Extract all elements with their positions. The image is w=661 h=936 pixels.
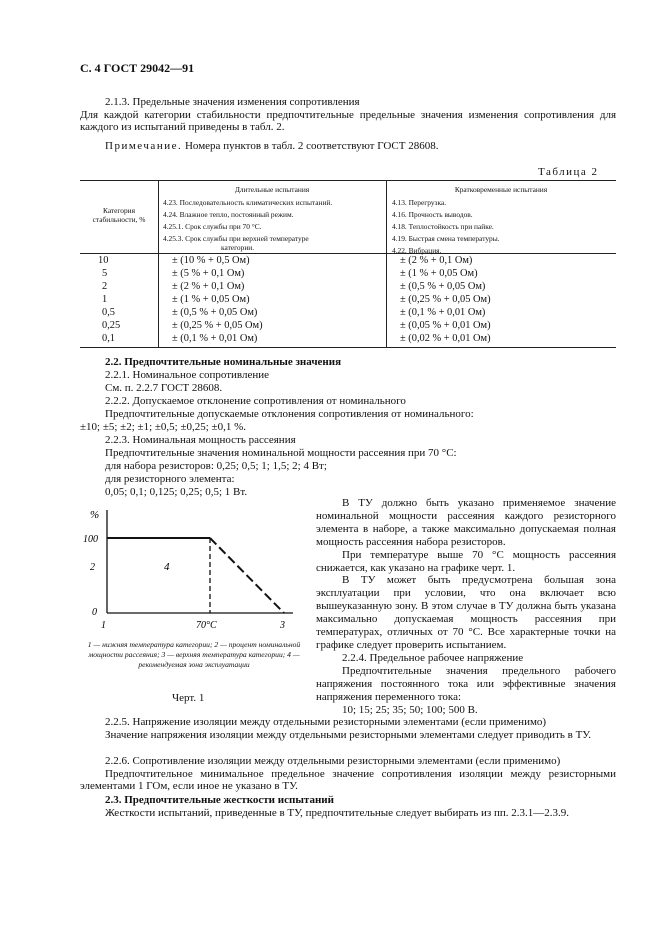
chart-y-tick: 100 xyxy=(83,534,98,545)
section-2-1-3-heading: 2.1.3. Предельные значения изменения сопротивления xyxy=(105,96,360,108)
section-2-3-heading: 2.3. Предпочтительные жесткости испытаний xyxy=(105,794,334,806)
derating-chart xyxy=(80,500,305,635)
chart-region-label: 4 xyxy=(164,561,170,573)
cell-long: ± (0,5 % + 0,05 Ом) xyxy=(172,307,258,318)
cell-short: ± (2 % + 0,1 Ом) xyxy=(400,255,473,266)
cell-short: ± (0,5 % + 0,05 Ом) xyxy=(400,281,486,292)
section-2-2-6: 2.2.6. Сопротивление изоляции между отдельными резисторными элементами (если применимо) xyxy=(105,755,561,767)
long-test-item: категории. xyxy=(221,243,255,252)
section-2-2-3: 2.2.3. Номинальная мощность рассеяния xyxy=(105,434,296,446)
section-2-2-2-text: Предпочтительные допускаемые отклонения сопротивления от номинального: xyxy=(105,408,474,420)
note-label: Примечание. xyxy=(105,140,183,152)
tolerance-values: ±10; ±5; ±2; ±1; ±0,5; ±0,25; ±0,1 %. xyxy=(80,421,247,433)
right-paragraph-3: В ТУ может быть предусмотрена большая зона эксплуатации при условии, что она включает всю вышеуказанную зону. В этом случае в ТУ должна быть указана максимально допускаемая мощность рассеяния при температурах, отличных от 70 °С. Все характерные точки на графике следует проверить испытанием. xyxy=(316,574,616,651)
short-tests-list xyxy=(392,198,614,255)
figure-caption: Черт. 1 xyxy=(172,692,205,704)
long-test-item: 4.24. Влажное тепло, постоянный режим. xyxy=(163,210,294,219)
long-tests-list xyxy=(163,198,385,252)
cell-long: ± (10 % + 0,5 Ом) xyxy=(172,255,250,266)
table-top-rule xyxy=(80,180,616,181)
cell-long: ± (1 % + 0,05 Ом) xyxy=(172,294,250,305)
long-test-item: 4.25.1. Срок службы при 70 °С. xyxy=(163,222,262,231)
table-row xyxy=(80,268,616,281)
cell-long: ± (2 % + 0,1 Ом) xyxy=(172,281,245,292)
chart-series-line-3 xyxy=(210,538,284,613)
table-2 xyxy=(80,180,616,348)
cell-category: 5 xyxy=(102,268,108,279)
table-row xyxy=(80,307,616,320)
right-paragraph-1: В ТУ должно быть указано применяемое значение номинальной мощности рассеяния каждого резисторного элемента в наборе, а также максимально допускаемая полная мощность рассеяния набора резисторов. xyxy=(316,497,616,548)
cell-short: ± (0,1 % + 0,01 Ом) xyxy=(400,307,486,318)
col-header-short-tests: Кратковременные испытания xyxy=(454,185,548,194)
note-text: Номера пунктов в табл. 2 соответствуют ГОСТ 28608. xyxy=(184,140,439,152)
cell-short: ± (1 % + 0,05 Ом) xyxy=(400,268,478,279)
chart-series xyxy=(107,538,284,613)
cell-category: 10 xyxy=(98,255,109,266)
table-row xyxy=(80,281,616,294)
section-2-2-5-text: Значение напряжения изоляции между отдельными резисторными элементами следует приводить в ТУ. xyxy=(105,729,592,741)
table-row xyxy=(80,333,616,346)
cell-long: ± (5 % + 0,1 Ом) xyxy=(172,268,245,279)
section-2-2-2: 2.2.2. Допускаемое отклонение сопротивления от номинального xyxy=(105,395,406,407)
section-2-3-text: Жесткости испытаний, приведенные в ТУ, предпочтительные следует выбирать из пп. 2.3.1—2.3.9. xyxy=(105,807,570,819)
cell-category: 2 xyxy=(102,281,108,292)
chart-x-tick: 1 xyxy=(101,620,106,631)
chart-y-tick: 0 xyxy=(92,607,97,618)
right-paragraph-2: При температуре выше 70 °С мощность рассеяния снижается, как указано на графике черт. 1. xyxy=(316,548,616,574)
figure-legend: 1 — нижняя температура категории; 2 — процент номинальной мощности рассеяния; 3 — верхняя температура категории; 4 — рекомендуемая зона эксплуатации xyxy=(87,640,301,669)
chart-x-tick: 3 xyxy=(280,620,285,631)
chart-y-label: % xyxy=(90,509,100,521)
short-test-item: 4.22. Вибрация. xyxy=(392,246,442,255)
voltage-values: 10; 15; 25; 35; 50; 100; 500 В. xyxy=(342,703,478,716)
col-header-long-tests: Длительные испытания xyxy=(234,185,310,194)
table-caption: Таблица 2 xyxy=(538,166,599,178)
table-row xyxy=(80,255,616,268)
cell-category: 0,1 xyxy=(102,333,115,344)
long-test-item: 4.23. Последовательность климатических испытаний. xyxy=(163,198,333,207)
section-2-2-1: 2.2.1. Номинальное сопротивление xyxy=(105,369,270,381)
table-bottom-rule xyxy=(80,347,616,348)
cell-category: 1 xyxy=(102,294,108,305)
cell-long: ± (0,25 % + 0,05 Ом) xyxy=(172,320,263,331)
table-row xyxy=(80,294,616,307)
section-2-2-5: 2.2.5. Напряжение изоляции между отдельными резисторными элементами (если применимо) xyxy=(105,716,547,728)
page-header: С. 4 ГОСТ 29042—91 xyxy=(80,61,195,75)
col-header-category: Категория стабильности, % xyxy=(92,206,146,224)
section-2-2-4: 2.2.4. Предельное рабочее напряжение xyxy=(342,651,524,664)
short-test-item: 4.16. Прочность выводов. xyxy=(392,210,473,219)
chart-x-tick: 70°С xyxy=(196,620,217,631)
section-2-2-heading: 2.2. Предпочтительные номинальные значения xyxy=(105,356,342,368)
right-column xyxy=(316,497,616,716)
power-values-set: для набора резисторов: 0,25; 0,5; 1; 1,5; 2; 4 Вт; xyxy=(105,460,327,472)
short-test-item: 4.19. Быстрая смена температуры. xyxy=(392,234,500,243)
long-test-item: 4.25.3. Срок службы при верхней температуре xyxy=(163,234,309,243)
table-row xyxy=(80,320,616,333)
section-2-2-6-text: Предпочтительное минимальное предельное значение сопротивления изоляции между резисторными элементами 1 ГОм, если иное не указано в ТУ. xyxy=(80,768,616,792)
right-paragraph-5: Предпочтительные значения предельного рабочего напряжения постоянного тока или эффективные значения напряжения переменного тока: xyxy=(316,664,616,703)
cell-category: 0,25 xyxy=(102,320,121,331)
power-label-element: для резисторного элемента: xyxy=(105,473,235,485)
cell-category: 0,5 xyxy=(102,307,115,318)
cell-long: ± (0,1 % + 0,01 Ом) xyxy=(172,333,258,344)
section-2-1-3-paragraph: Для каждой категории стабильности предпочтительные предельные значения изменения сопротивления для каждого из испытаний приведены в табл. 2. xyxy=(80,109,616,133)
chart-y-tick: 2 xyxy=(90,562,95,573)
section-2-2-1-ref: См. п. 2.2.7 ГОСТ 28608. xyxy=(105,382,223,394)
cell-short: ± (0,02 % + 0,01 Ом) xyxy=(400,333,491,344)
cell-short: ± (0,05 % + 0,01 Ом) xyxy=(400,320,491,331)
power-values-element: 0,05; 0,1; 0,125; 0,25; 0,5; 1 Вт. xyxy=(105,486,248,498)
cell-short: ± (0,25 % + 0,05 Ом) xyxy=(400,294,491,305)
short-test-item: 4.18. Теплостойкость при пайке. xyxy=(392,222,494,231)
note xyxy=(105,140,438,152)
short-test-item: 4.13. Перегрузка. xyxy=(392,198,447,207)
section-2-2-3-text: Предпочтительные значения номинальной мощности рассеяния при 70 °С: xyxy=(105,447,457,459)
